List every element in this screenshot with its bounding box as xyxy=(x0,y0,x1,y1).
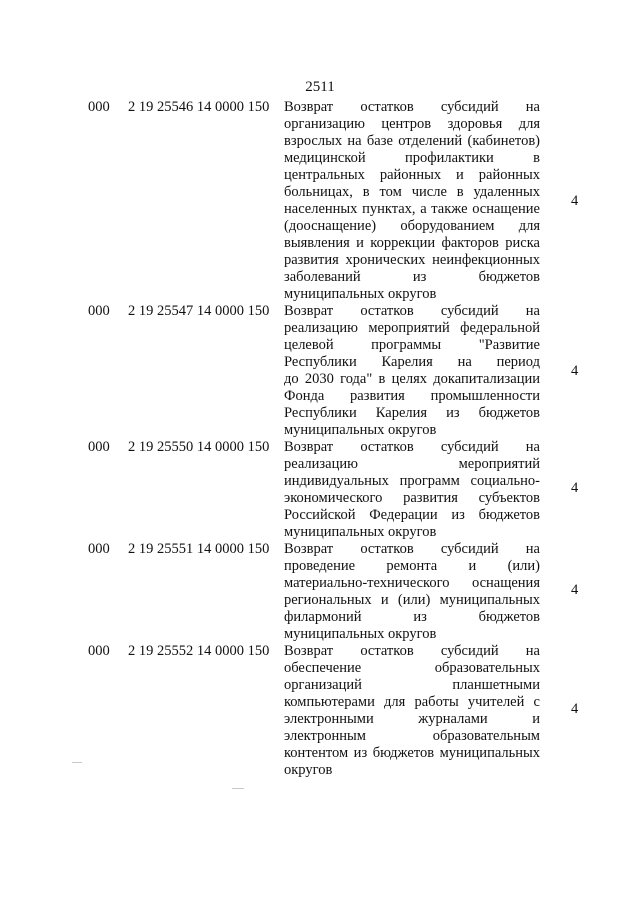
admin-code: 000 xyxy=(88,99,110,115)
description-line: индивидуальных программ социально- xyxy=(284,473,540,489)
budget-code: 2 19 25551 14 0000 150 xyxy=(128,541,270,557)
row-value: 4 xyxy=(571,701,579,717)
description xyxy=(284,643,540,779)
description xyxy=(284,541,540,643)
budget-code: 2 19 25550 14 0000 150 xyxy=(128,439,270,455)
admin-code: 000 xyxy=(88,541,110,557)
description xyxy=(284,99,540,303)
description-line: (дооснащение) оборудованием для xyxy=(284,218,540,234)
description-line: Возврат остатков субсидий на xyxy=(284,643,540,659)
description-line: муниципальных округов xyxy=(284,524,437,540)
description-line: развития хронических неинфекционных xyxy=(284,252,540,268)
description-line: округов xyxy=(284,762,333,778)
admin-code: 000 xyxy=(88,439,110,455)
description-line: Возврат остатков субсидий на xyxy=(284,99,540,115)
description-line: муниципальных округов xyxy=(284,422,437,438)
description-line: центральных районных и районных xyxy=(284,167,540,183)
admin-code: 000 xyxy=(88,643,110,659)
description-line: экономического развития субъектов xyxy=(284,490,540,506)
scan-artifact xyxy=(72,762,82,763)
description-line: целевой программы "Развитие xyxy=(284,337,540,353)
description-line: компьютерами для работы учителей с xyxy=(284,694,540,710)
page-number: 2511 xyxy=(305,79,335,95)
description-line: выявления и коррекции факторов риска xyxy=(284,235,540,251)
description-line: организацию центров здоровья для xyxy=(284,116,540,132)
description-line: обеспечение образовательных xyxy=(284,660,540,676)
admin-code: 000 xyxy=(88,303,110,319)
description-line: медицинской профилактики в xyxy=(284,150,540,166)
description-line: региональных и (или) муниципальных xyxy=(284,592,540,608)
row-value: 4 xyxy=(571,480,579,496)
budget-code: 2 19 25546 14 0000 150 xyxy=(128,99,270,115)
description-line: муниципальных округов xyxy=(284,286,437,302)
description-line: Возврат остатков субсидий на xyxy=(284,303,540,319)
description-line: проведение ремонта и (или) xyxy=(284,558,540,574)
description-line: организаций планшетными xyxy=(284,677,540,693)
description-line: материально-технического оснащения xyxy=(284,575,540,591)
description-line: Возврат остатков субсидий на xyxy=(284,541,540,557)
description xyxy=(284,439,540,541)
row-value: 4 xyxy=(571,193,579,209)
description-line: взрослых на базе отделений (кабинетов) xyxy=(284,133,540,149)
description-line: Фонда развития промышленности xyxy=(284,388,540,404)
row-value: 4 xyxy=(571,363,579,379)
description-line: электронным образовательным xyxy=(284,728,540,744)
budget-code: 2 19 25547 14 0000 150 xyxy=(128,303,270,319)
description xyxy=(284,303,540,439)
description-line: Российской Федерации из бюджетов xyxy=(284,507,540,523)
row-value: 4 xyxy=(571,582,579,598)
description-line: реализацию мероприятий федеральной xyxy=(284,320,540,336)
scan-artifact xyxy=(232,788,244,789)
budget-code: 2 19 25552 14 0000 150 xyxy=(128,643,270,659)
description-line: филармоний из бюджетов xyxy=(284,609,540,625)
description-line: муниципальных округов xyxy=(284,626,437,642)
description-line: реализацию мероприятий xyxy=(284,456,540,472)
description-line: заболеваний из бюджетов xyxy=(284,269,540,285)
description-line: Республики Карелия из бюджетов xyxy=(284,405,540,421)
description-line: контентом из бюджетов муниципальных xyxy=(284,745,540,761)
description-line: населенных пунктах, а также оснащение xyxy=(284,201,540,217)
description-line: Республики Карелия на период xyxy=(284,354,540,370)
description-line: электронными журналами и xyxy=(284,711,540,727)
description-line: больницах, в том числе в удаленных xyxy=(284,184,540,200)
description-line: до 2030 года" в целях докапитализации xyxy=(284,371,540,387)
description-line: Возврат остатков субсидий на xyxy=(284,439,540,455)
